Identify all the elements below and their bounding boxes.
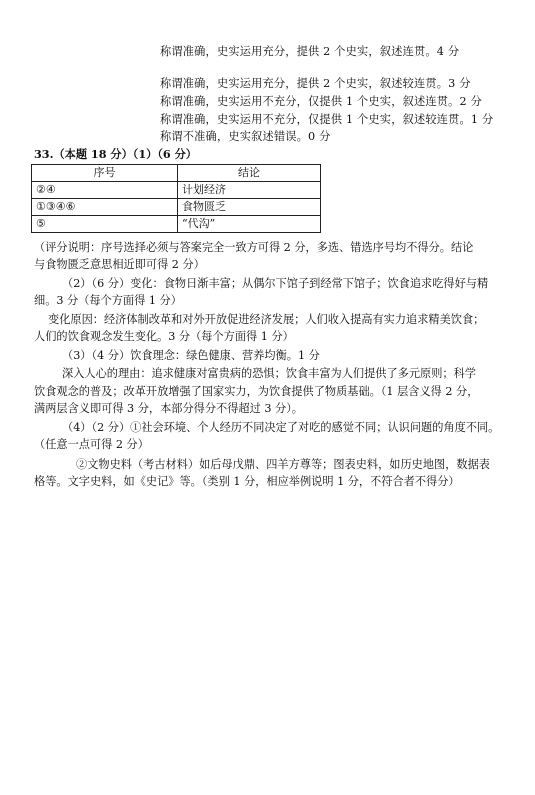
reason-line-2: 人们的饮食观念发生变化。3 分（每个方面得 1 分） [34,330,294,343]
deep-reason-line-2: 饮食观念的普及；改革开放增强了国家实力，为饮食提供了物质基础。（1 层含义得 2 分， [34,385,479,398]
cell-conclusion: 计划经济 [178,182,321,199]
part4-line-1: （4）（2 分）①社会环境、个人经历不同决定了对吃的感觉不同；认识问题的角度不同。 [62,421,500,434]
criteria-line-2: 称谓准确，史实运用充分，提供 2 个史实，叙述较连贯。3 分 [160,77,471,90]
part4b-line-1: ②文物史料（考古材料）如后母戊鼎、四羊方尊等；图表史料，如历史地图，数据表 [76,458,490,471]
scoring-note-line-1: （评分说明：序号选择必须与答案完全一致方可得 2 分，多选、错选序号均不得分。结论 [34,241,474,254]
cell-serial: ②④ [32,182,178,199]
part2-line-2: 细。3 分（每个方面得 1 分） [34,294,182,307]
part3-line: （3）（4 分）饮食理念：绿色健康、营养均衡。1 分 [62,349,320,362]
criteria-line-1: 称谓准确，史实运用充分，提供 2 个史实，叙述连贯。4 分 [160,45,460,58]
cell-conclusion: 食物匮乏 [178,199,321,216]
cell-serial: ⑤ [32,216,178,233]
criteria-line-5: 称谓不准确，史实叙述错误。0 分 [160,130,331,143]
table-row [32,216,321,233]
reason-line-1: 变化原因：经济体制改革和对外开放促进经济发展；人们收入提高有实力追求精美饮食； [48,313,485,326]
cell-serial: ①③④⑥ [32,199,178,216]
answer-table [31,164,321,233]
part4b-line-2: 格等。文字史料，如《史记》等。（类别 1 分，相应举例说明 1 分，不符合者不得分） [34,475,460,488]
deep-reason-line-3: 满两层含义即可得 3 分，本部分得分不得超过 3 分）。 [34,402,303,415]
question-33-heading: 33.（本题 18 分）（1）（6 分） [34,147,197,161]
criteria-line-4: 称谓准确，史实运用不充分，仅提供 1 个史实，叙述较连贯。1 分 [160,113,494,126]
header-serial: 序号 [32,165,178,182]
scoring-note-line-2: 与食物匮乏意思相近即可得 2 分） [34,258,205,271]
part2-line-1: （2）（6 分）变化：食物日渐丰富；从偶尔下馆子到经常下馆子；饮食追求吃得好与精 [62,277,489,290]
table-row [32,182,321,199]
deep-reason-line-1: 深入人心的理由：追求健康对富贵病的恐惧；饮食丰富为人们提供了多元原则；科学 [62,367,476,380]
part4-line-2: （任意一点可得 2 分） [34,438,149,451]
table-row [32,199,321,216]
criteria-line-3: 称谓准确，史实运用不充分，仅提供 1 个史实，叙述连贯。2 分 [160,95,482,108]
cell-conclusion: “代沟” [178,216,321,233]
table-header-row [32,165,321,182]
header-conclusion: 结论 [178,165,321,182]
